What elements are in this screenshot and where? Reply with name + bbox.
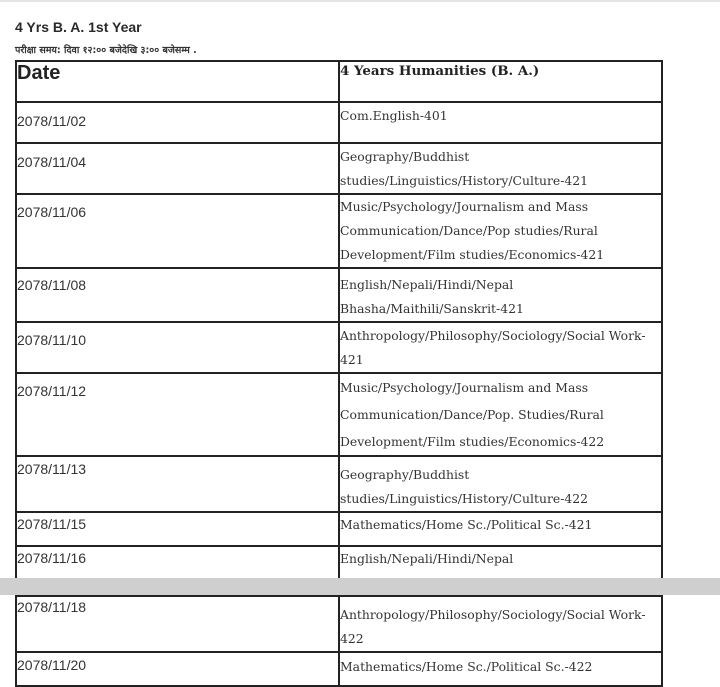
row-date: 2078/11/04 [16,143,339,194]
table-row [16,322,662,373]
row-subject: Mathematics/Home Sc./Political Sc.-421 [339,512,662,546]
table-row [16,102,662,143]
table-row [16,373,662,456]
table-header-row [16,61,662,102]
row-subject: Anthropology/Philosophy/Sociology/Social Work-421 [339,322,662,373]
table-row [16,512,662,546]
row-date: 2078/11/13 [16,456,339,512]
table-row [16,268,662,322]
header-date: Date [16,61,339,102]
row-subject: Mathematics/Home Sc./Political Sc.-422 [339,652,662,686]
bottom-bar [0,578,720,595]
table-row [16,652,662,686]
table-row [16,596,662,652]
row-subject: Com.English-401 [339,102,662,143]
row-subject: English/Nepali/Hindi/Nepal [339,546,662,596]
row-subject: English/Nepali/Hindi/Nepal Bhasha/Maithili/Sanskrit-421 [339,268,662,322]
exam-time-note: परीक्षा समय: दिवा १२:०० बजेदेखि ३:०० बजेसम्म . [15,45,197,56]
row-date: 2078/11/08 [16,268,339,322]
table-row [16,143,662,194]
row-date: 2078/11/20 [16,652,339,686]
row-subject: Anthropology/Philosophy/Sociology/Social Work-422 [339,596,662,652]
row-subject: Geography/Buddhist studies/Linguistics/History/Culture-421 [339,143,662,194]
top-divider [0,0,720,2]
table-row [16,194,662,268]
table-row [16,456,662,512]
row-subject: Geography/Buddhist studies/Linguistics/History/Culture-422 [339,456,662,512]
document-heading: 4 Yrs B. A. 1st Year [15,19,142,35]
row-date: 2078/11/18 [16,596,339,652]
row-date: 2078/11/02 [16,102,339,143]
row-date: 2078/11/12 [16,373,339,456]
header-subject: 4 Years Humanities (B. A.) [339,61,662,102]
row-date: 2078/11/10 [16,322,339,373]
row-subject: Music/Psychology/Journalism and Mass Communication/Dance/Pop. Studies/Rural Development/Film studies/Economics-422 [339,373,662,456]
row-date: 2078/11/06 [16,194,339,268]
row-date: 2078/11/15 [16,512,339,546]
row-date: 2078/11/16 [16,546,339,596]
row-subject: Music/Psychology/Journalism and Mass Communication/Dance/Pop studies/Rural Development/Film studies/Economics-421 [339,194,662,268]
